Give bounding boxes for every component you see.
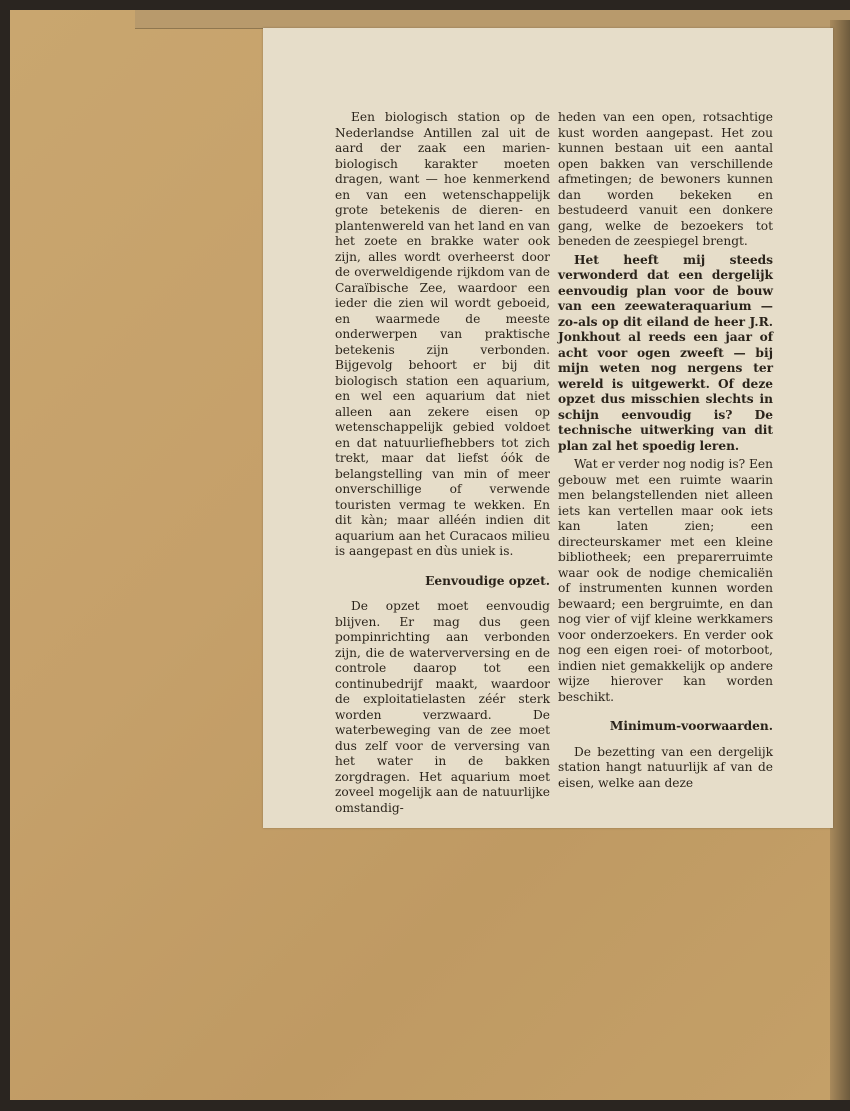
article-column-right [558,110,773,791]
article-paragraph: De bezetting van een dergelijk station hangt natuurlijk af van de eisen, welke aan deze [558,744,773,790]
article-paragraph: Wat er verder nog nodig is? Een gebouw met een ruimte waarin men belangstellenden niet alleen iets kan vertellen maar ook iets kan laten zien; een directeurskamer met een kleine bibliotheek; een preparerruimte waar ook de nodige chemicaliën of instrumenten kunnen worden bewaard; een bergruimte, en dan nog vier of vijf kleine werkkamers voor onderzoekers. En verder ook nog een eigen roei- of motorboot, indien niet gemakkelijk op andere wijze hierover kan worden beschikt. [558,457,773,704]
article-paragraph: heden van een open, rotsachtige kust worden aangepast. Het zou kunnen bestaan uit een aantal open bakken van verschillende afmetingen; de bewoners kunnen dan worden bekeken en bestudeerd vanuit een donkere gang, welke de bezoekers tot beneden de zeespiegel brengt. [558,110,773,248]
article-paragraph-bold: Het heeft mij steeds verwonderd dat een dergelijk eenvoudig plan voor de bouw van een zeewateraquarium — zo-als op dit eiland de heer J.R. Jonkhout al reeds een jaar of acht voor ogen zweeft — bij mijn weten nog nergens ter wereld is uitgewerkt. Of deze opzet dus misschien slechts in schijn eenvoudig is? De technische uitwerking van dit plan zal het spoedig leren. [558,252,773,453]
article-paragraph: De opzet moet eenvoudig blijven. Er mag dus geen pompinrichting aan verbonden zijn, die de waterverversing en de controle daarop tot een continubedrijf maakt, waardoor de exploitatielasten zéér sterk worden verzwaard. De waterbeweging van de zee moet dus zelf voor de verversing van het water in de bakken zorgdragen. Het aquarium moet zoveel mogelijk aan de natuurlijke omstandig- [335,599,550,815]
backing-top-strip [135,10,850,29]
article-paragraph: Een biologisch station op de Nederlandse Antillen zal uit de aard der zaak een marien-biologisch karakter moeten dragen, want — hoe kenmerkend en van een wetenschappelijk grote betekenis de dieren- en plantenwereld van het land en van het zoete en brakke water ook zijn, alles wordt overheerst door de overweldigende rijkdom van de Caraïbische Zee, waardoor een ieder die zien wil wordt geboeid, en waarmede de meeste onderwerpen van praktische betekenis zijn verbonden. Bijgevolg behoort er bij dit biologisch station een aquarium, en wel een aquarium dat niet alleen aan zekere eisen op wetenschappelijk gebied voldoet en dat natuurliefhebbers tot zich trekt, maar dat liefst óók de belangstelling van min of meer onverschillige of verwende touristen vermag te wekken. En dit kàn; maar alléén indien dit aquarium aan het Curacaos milieu is aangepast en dùs uniek is. [335,110,550,558]
article-column-left [335,110,550,816]
backing-right-edge [830,20,850,1100]
section-heading: Minimum-voorwaarden. [609,719,773,733]
section-heading: Eenvoudige opzet. [425,573,550,588]
